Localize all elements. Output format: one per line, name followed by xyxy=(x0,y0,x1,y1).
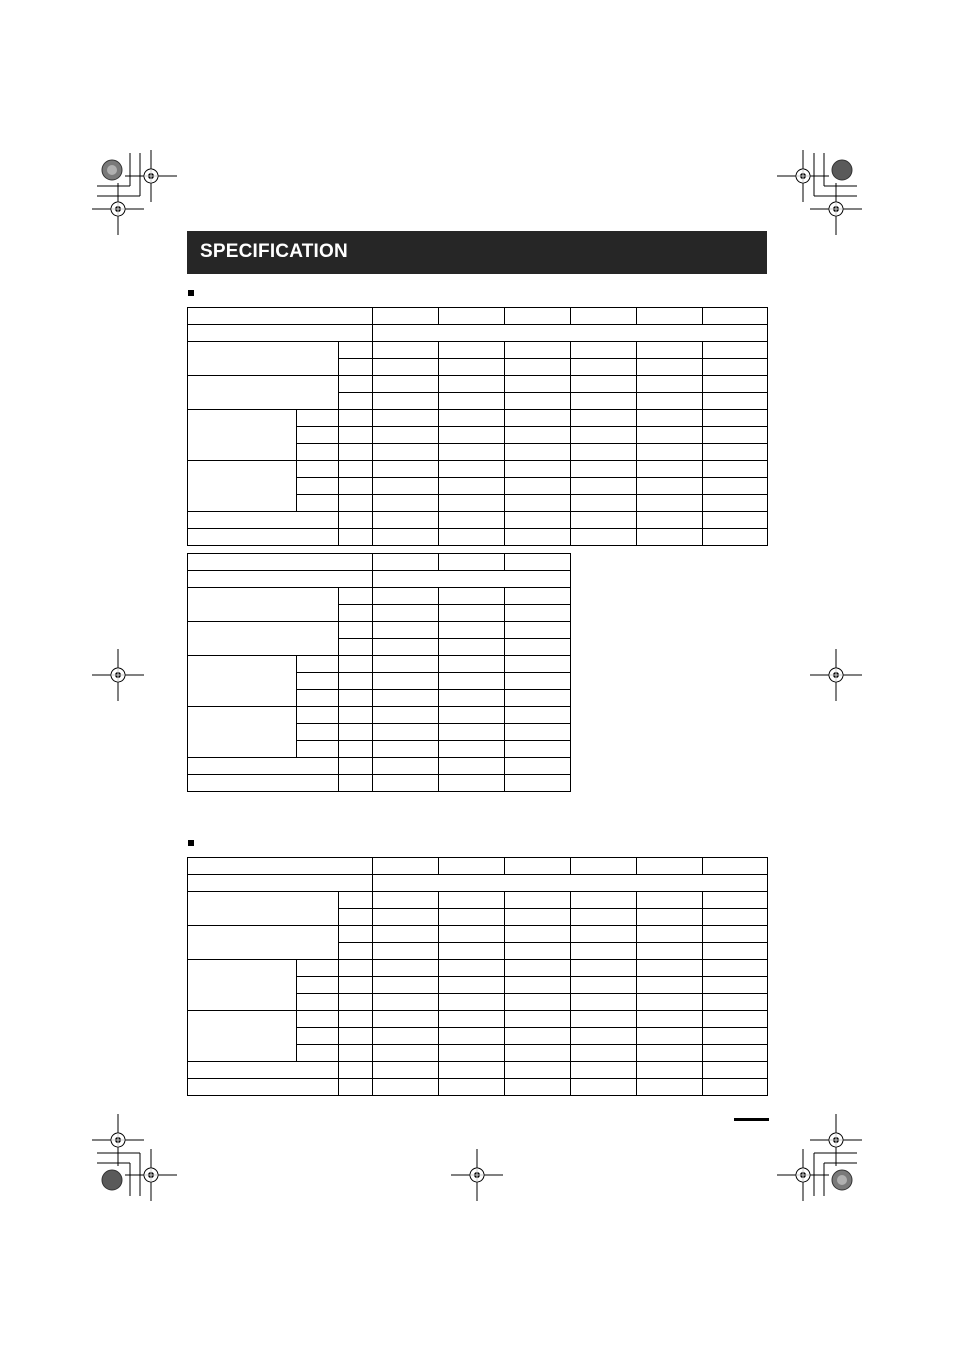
crosshair-target-icon xyxy=(810,183,862,235)
square-bullet-icon xyxy=(188,840,194,846)
table-row xyxy=(188,410,768,427)
page-title: SPECIFICATION xyxy=(200,241,348,262)
title-banner xyxy=(187,231,767,274)
crosshair-target-icon xyxy=(125,1149,177,1201)
table-row xyxy=(188,707,571,724)
color-bar-dot-icon xyxy=(832,1170,852,1190)
page-number-rule xyxy=(734,1118,769,1121)
crosshair-target-icon xyxy=(451,1149,503,1201)
table-row xyxy=(188,325,768,342)
table-row xyxy=(188,512,768,529)
table-row xyxy=(188,656,571,673)
table-row xyxy=(188,875,768,892)
crosshair-target-icon xyxy=(810,649,862,701)
table-row xyxy=(188,858,768,875)
square-bullet-icon xyxy=(188,290,194,296)
table-row xyxy=(188,1062,768,1079)
table-row xyxy=(188,775,571,792)
spec-table-2 xyxy=(187,553,571,792)
crosshair-target-icon xyxy=(810,1114,862,1166)
table-row xyxy=(188,1079,768,1096)
table-row xyxy=(188,461,768,478)
crosshair-target-icon xyxy=(777,1149,829,1201)
table-row xyxy=(188,892,768,909)
table-row xyxy=(188,758,571,775)
table-row xyxy=(188,308,768,325)
table-row xyxy=(188,529,768,546)
crosshair-target-icon xyxy=(92,1114,144,1166)
table-row xyxy=(188,376,768,393)
spec-table-1 xyxy=(187,307,768,546)
crosshair-target-icon xyxy=(92,649,144,701)
table-row xyxy=(188,554,571,571)
table-row xyxy=(188,1011,768,1028)
crosshair-target-icon xyxy=(777,150,829,202)
table-row xyxy=(188,926,768,943)
table-row xyxy=(188,960,768,977)
color-bar-dot-icon xyxy=(832,160,852,180)
table-row xyxy=(188,342,768,359)
table-row xyxy=(188,622,571,639)
crosshair-target-icon xyxy=(125,150,177,202)
color-bar-dot-icon xyxy=(102,1170,122,1190)
crosshair-target-icon xyxy=(92,183,144,235)
table-row xyxy=(188,571,571,588)
color-bar-dot-icon xyxy=(102,160,122,180)
table-row xyxy=(188,588,571,605)
spec-table-3 xyxy=(187,857,768,1096)
